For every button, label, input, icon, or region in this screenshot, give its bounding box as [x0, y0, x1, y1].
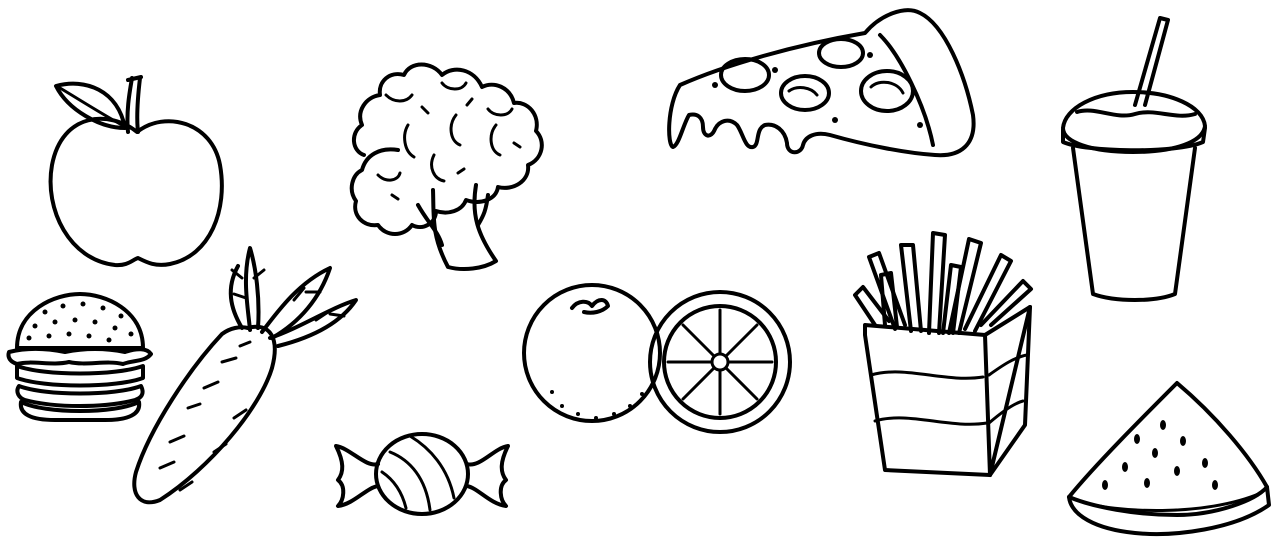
- orange-icon: [522, 278, 797, 438]
- fries-icon: [845, 225, 1045, 480]
- carrot-icon: [130, 238, 360, 508]
- candy-icon: [330, 428, 515, 518]
- broccoli-icon: [338, 55, 553, 275]
- soda-cup-icon: [1055, 10, 1210, 305]
- watermelon-slice-icon: [1065, 375, 1275, 540]
- pizza-slice-icon: [665, 5, 980, 160]
